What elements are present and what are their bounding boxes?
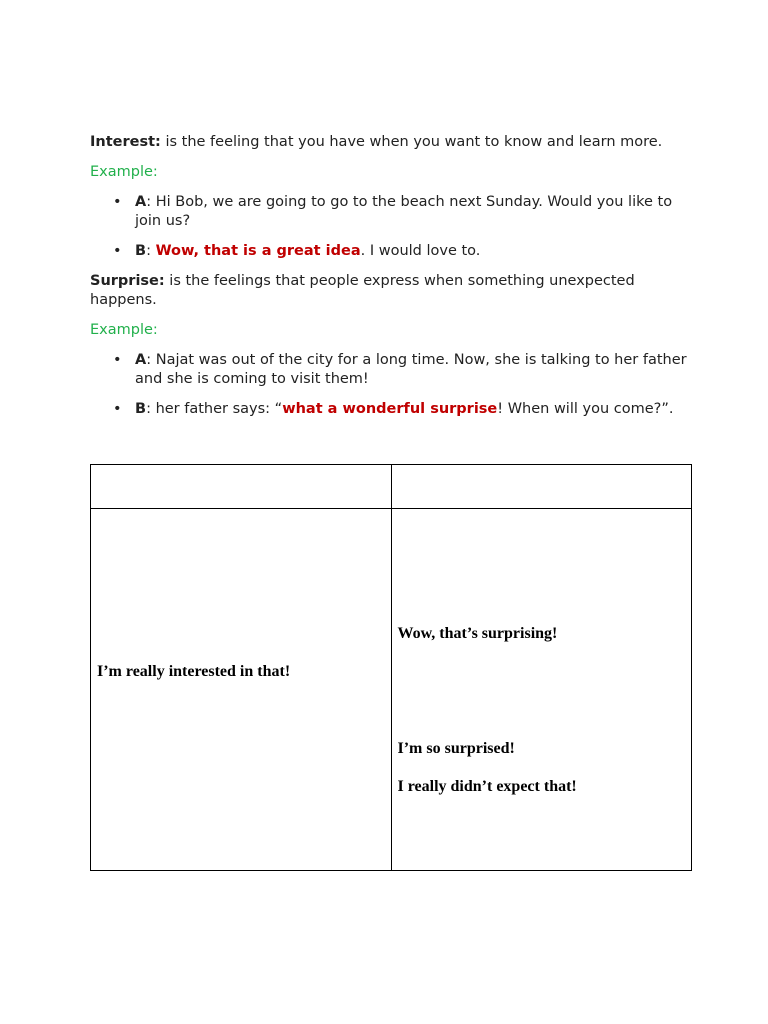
interest-term: Interest: [90,134,161,150]
interest-phrase: I’m really interested in that! [97,663,291,680]
interest-definition [90,133,690,152]
surprise-phrases-cell [391,509,692,871]
dialogue-text: ! When will you come?”. [497,401,674,417]
separator: : [146,194,156,210]
surprise-definition-text: is the feelings that people express when something unexpected happens. [90,273,635,308]
surprise-phrase: I’m so surprised! [397,740,515,757]
dialogue-text: . I would love to. [360,243,481,259]
surprise-example-label: Example: [90,322,158,338]
list-item [135,351,690,389]
separator: : [146,352,156,368]
list-item [135,400,690,419]
dialogue-text: Najat was out of the city for a long time. Now, she is talking to her father and she is coming to visit them! [135,352,687,387]
speaker-label: B [135,243,147,259]
interest-phrases-cell [91,509,392,871]
list-item [135,193,690,231]
interest-example-label: Example: [90,164,158,180]
speaker-label: B [135,401,147,417]
table-header-cell [391,465,692,509]
list-item [135,242,690,261]
separator: : [146,401,156,417]
table-header-row [91,465,692,509]
interest-definition-text: is the feeling that you have when you want to know and learn more. [160,134,663,150]
highlighted-phrase: Wow, that is a great idea [155,243,361,259]
document-body [90,133,690,430]
surprise-phrase: Wow, that’s surprising! [397,625,558,642]
surprise-definition [90,272,690,310]
interest-example-list [90,193,690,261]
surprise-phrase: I really didn’t expect that! [397,778,577,795]
dialogue-text: Hi Bob, we are going to go to the beach next Sunday. Would you like to join us? [135,194,673,229]
surprise-term: Surprise: [90,273,165,289]
separator: : [146,243,156,259]
surprise-example-list [90,351,690,419]
highlighted-phrase: what a wonderful surprise [282,401,498,417]
dialogue-text: her father says: “ [155,401,283,417]
speaker-label: A [135,194,147,210]
speaker-label: A [135,352,147,368]
table-header-cell [91,465,392,509]
phrases-table [90,464,692,871]
table-row [91,509,692,871]
